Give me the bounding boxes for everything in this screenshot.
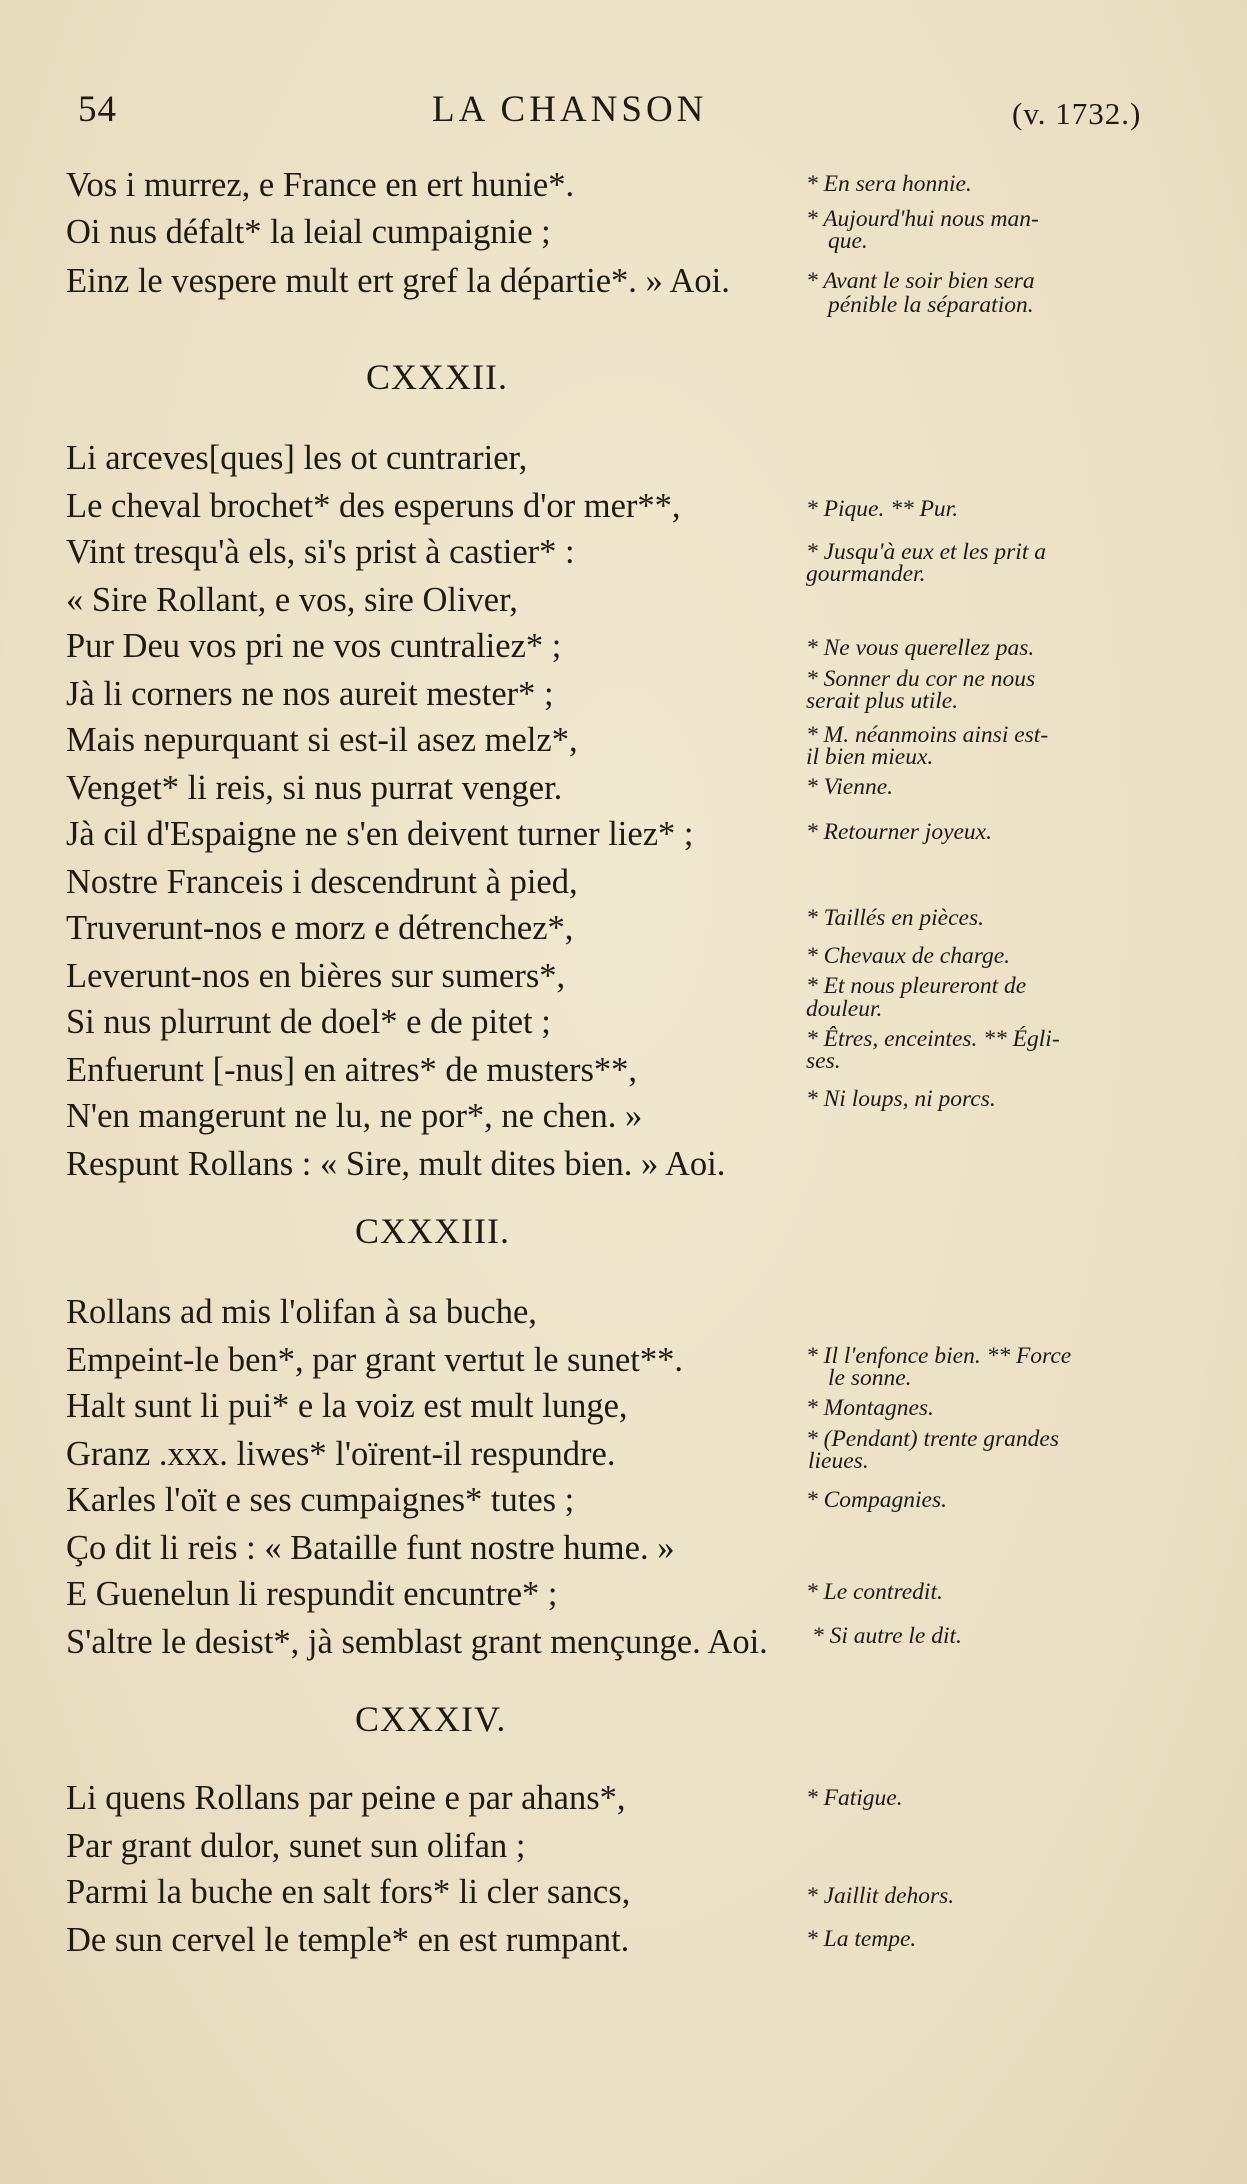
- verse-line: Si nus plurrunt de doel* e de pitet ;: [66, 1003, 551, 1041]
- verse-line: Par grant dulor, sunet sun olifan ;: [66, 1827, 526, 1865]
- verse-line: Parmi la buche en salt fors* li cler sancs,: [66, 1873, 631, 1911]
- gloss-note: * Chevaux de charge.: [806, 943, 1011, 969]
- verse-line: Nostre Franceis i descendrunt à pied,: [66, 863, 578, 901]
- verse-line: Empeint-le ben*, par grant vertut le sunet**.: [66, 1341, 683, 1379]
- verse-line: Vint tresqu'à els, si's prist à castier* :: [66, 533, 575, 571]
- gloss-note: * Taillés en pièces.: [806, 905, 984, 931]
- section-heading: CXXXIV.: [355, 1699, 507, 1739]
- verse-line: Pur Deu vos pri ne vos cuntraliez* ;: [66, 627, 562, 665]
- section-heading: CXXXIII.: [355, 1211, 510, 1251]
- verse-line: Mais nepurquant si est-il asez melz*,: [66, 721, 578, 759]
- gloss-note: que.: [828, 228, 868, 254]
- verse-line: Einz le vespere mult ert gref la départie*. » Aoi.: [66, 262, 730, 300]
- gloss-note: * Compagnies.: [806, 1487, 947, 1513]
- gloss-note: douleur.: [806, 996, 883, 1022]
- verse-line: Jà cil d'Espaigne ne s'en deivent turner liez* ;: [66, 815, 694, 853]
- gloss-note: lieues.: [808, 1448, 869, 1474]
- verse-line: Halt sunt li pui* e la voiz est mult lunge,: [66, 1387, 628, 1425]
- verse-line: « Sire Rollant, e vos, sire Oliver,: [66, 581, 518, 619]
- verse-line: N'en mangerunt ne lu, ne por*, ne chen. »: [66, 1097, 643, 1135]
- gloss-note: * Le contredit.: [806, 1579, 943, 1605]
- gloss-note: * En sera honnie.: [806, 171, 972, 197]
- gloss-note: * Sonner du cor ne nous: [806, 666, 1036, 692]
- gloss-note: * Vienne.: [806, 774, 894, 800]
- verse-line: Leverunt-nos en bières sur sumers*,: [66, 957, 566, 995]
- gloss-note: * Si autre le dit.: [812, 1623, 962, 1649]
- gloss-note: serait plus utile.: [806, 688, 959, 714]
- gloss-note: * Jaillit dehors.: [806, 1883, 955, 1909]
- verse-line: De sun cervel le temple* en est rumpant.: [66, 1921, 630, 1959]
- gloss-note: * Retourner joyeux.: [806, 819, 992, 845]
- gloss-note: * (Pendant) trente grandes: [806, 1426, 1060, 1452]
- verse-line: E Guenelun li respundit encuntre* ;: [66, 1575, 558, 1613]
- gloss-note: * Il l'enfonce bien. ** Force: [806, 1343, 1072, 1369]
- verse-line: Jà li corners ne nos aureit mester* ;: [66, 675, 554, 713]
- verse-line: Le cheval brochet* des esperuns d'or mer**,: [66, 487, 681, 525]
- verse-reference: (v. 1732.): [1012, 96, 1142, 131]
- gloss-note: * Pique. ** Pur.: [806, 496, 959, 522]
- gloss-note: * Ne vous querellez pas.: [806, 635, 1035, 661]
- gloss-note: pénible la séparation.: [828, 292, 1034, 318]
- verse-line: Respunt Rollans : « Sire, mult dites bien. » Aoi.: [66, 1145, 726, 1183]
- verse-line: Rollans ad mis l'olifan à sa buche,: [66, 1293, 537, 1331]
- gloss-note: * Avant le soir bien sera: [806, 268, 1035, 294]
- verse-line: Granz .xxx. liwes* l'oïrent-il respundre.: [66, 1435, 616, 1473]
- verse-line: Li quens Rollans par peine e par ahans*,: [66, 1779, 626, 1817]
- gloss-note: * Aujourd'hui nous man-: [806, 206, 1039, 232]
- verse-line: Venget* li reis, si nus purrat venger.: [66, 769, 563, 807]
- page-number: 54: [78, 89, 117, 130]
- verse-line: Truverunt-nos e morz e détrenchez*,: [66, 909, 574, 947]
- gloss-note: gourmander.: [806, 561, 926, 587]
- verse-line: Li arceves[ques] les ot cuntrarier,: [66, 439, 528, 477]
- verse-line: Vos i murrez, e France en ert hunie*.: [66, 166, 575, 204]
- verse-line: Enfuerunt [-nus] en aitres* de musters**,: [66, 1051, 638, 1089]
- verse-line: Ço dit li reis : « Bataille funt nostre hume. »: [66, 1529, 675, 1567]
- gloss-note: * Jusqu'à eux et les prit a: [806, 539, 1046, 565]
- gloss-note: * La tempe.: [806, 1926, 917, 1952]
- running-title: LA CHANSON: [432, 89, 708, 130]
- gloss-note: le sonne.: [828, 1365, 912, 1391]
- gloss-note: * Et nous pleureront de: [806, 973, 1027, 999]
- gloss-note: ses.: [806, 1048, 841, 1074]
- verse-line: Oi nus défalt* la leial cumpaignie ;: [66, 213, 551, 251]
- gloss-note: * M. néanmoins ainsi est-: [806, 722, 1049, 748]
- gloss-note: * Fatigue.: [806, 1785, 903, 1811]
- verse-line: S'altre le desist*, jà semblast grant mençunge. Aoi.: [66, 1623, 768, 1661]
- verse-line: Karles l'oït e ses cumpaignes* tutes ;: [66, 1481, 575, 1519]
- section-heading: CXXXII.: [366, 357, 508, 397]
- gloss-note: * Ni loups, ni porcs.: [806, 1086, 996, 1112]
- gloss-note: * Montagnes.: [806, 1395, 934, 1421]
- gloss-note: il bien mieux.: [806, 744, 934, 770]
- gloss-note: * Êtres, enceintes. ** Égli-: [806, 1026, 1060, 1052]
